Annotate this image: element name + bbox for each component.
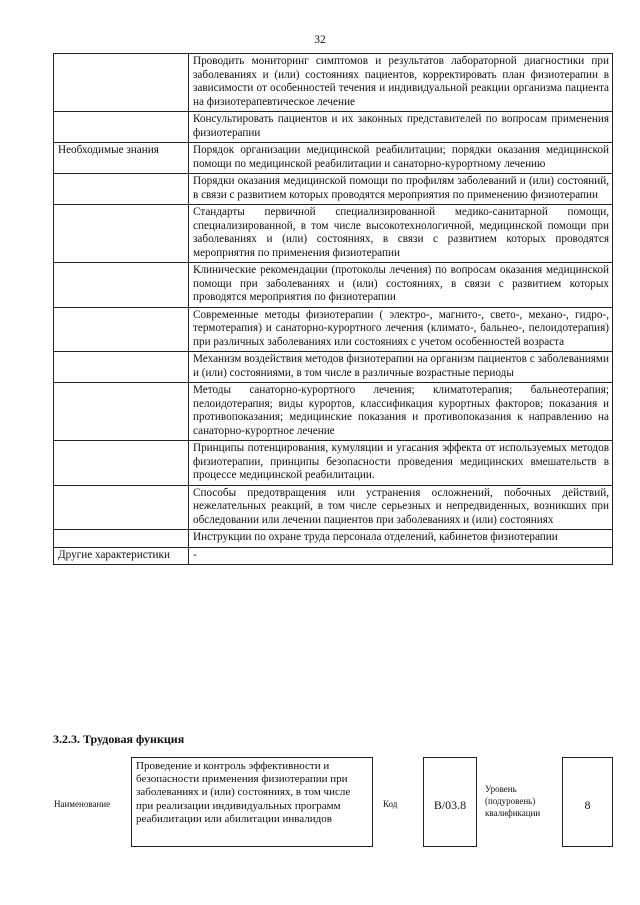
row-label bbox=[54, 441, 189, 486]
page-number: 32 bbox=[314, 34, 326, 46]
table-row bbox=[54, 441, 613, 486]
row-text: Современные методы физиотерапии ( электро-, магнито-, свето-, механо-, гидро-, термотерапия) и санаторно-курортного лечения (климато-, бальнео-, пелоидотерапия) при различных заболеваниях или состояниях с учетом особенностей возраста bbox=[189, 307, 613, 352]
code-label: Код bbox=[383, 799, 398, 809]
row-text: Стандарты первичной специализированной медико-санитарной помощи, специализированной, в том числе высокотехнологичной, медицинской помощи при заболеваниях и (или) состояниях, в связи с развитием которых проводятся мероприятия по применения физиотерапии bbox=[189, 205, 613, 263]
table-row bbox=[54, 143, 613, 174]
row-label bbox=[54, 530, 189, 548]
level-value-box: 8 bbox=[562, 757, 613, 847]
row-label bbox=[54, 352, 189, 383]
table-row bbox=[54, 112, 613, 143]
row-label bbox=[54, 263, 189, 308]
row-label: Другие характеристики bbox=[54, 547, 189, 565]
row-label bbox=[54, 307, 189, 352]
table-row bbox=[54, 530, 613, 548]
row-text: Способы предотвращения или устранения осложнений, побочных действий, нежелательных реакций, в том числе серьезных и непредвиденных, возникших при обследовании или лечении пациентов при заболеваниях и (или) состояниях bbox=[189, 485, 613, 530]
row-label: Необходимые знания bbox=[54, 143, 189, 174]
row-text: Клинические рекомендации (протоколы лечения) по вопросам оказания медицинской помощи при заболеваниях и (или) состояниях, в связи с развитием которых проводятся мероприятия по физиотерапии bbox=[189, 263, 613, 308]
requirements-table bbox=[53, 53, 613, 565]
row-text: Порядок организации медицинской реабилитации; порядки оказания медицинской помощи по медицинской реабилитации и санаторно-курортному лечению bbox=[189, 143, 613, 174]
row-text: Механизм воздействия методов физиотерапии на организм пациентов с заболеваниями и (или) состояниями, в том числе в различные возрастные периоды bbox=[189, 352, 613, 383]
name-value-box: Проведение и контроль эффективности и безопасности применения физиотерапии при заболеваниях и (или) состояниях, в том числе при реализации индивидуальных программ реабилитации или абилитации инвалидов bbox=[131, 757, 373, 847]
table-row bbox=[54, 263, 613, 308]
table-row bbox=[54, 383, 613, 441]
table-row bbox=[54, 485, 613, 530]
row-label bbox=[54, 383, 189, 441]
code-value-box: B/03.8 bbox=[423, 757, 477, 847]
row-text: Консультировать пациентов и их законных представителей по вопросам применения физиотерапии bbox=[189, 112, 613, 143]
table-row bbox=[54, 54, 613, 112]
row-text: Инструкции по охране труда персонала отделений, кабинетов физиотерапии bbox=[189, 530, 613, 548]
row-label bbox=[54, 205, 189, 263]
table-row bbox=[54, 307, 613, 352]
table-row bbox=[54, 174, 613, 205]
level-label: Уровень (подуровень) квалификации bbox=[485, 784, 541, 818]
name-label: Наименование bbox=[54, 799, 111, 809]
row-text: Методы санаторно-курортного лечения; климатотерапия; бальнеотерапия; пелоидотерапия; виды курортов, классификация курортных факторов; показания и противопоказания; медицинские показания и противопоказания к направлению на санаторно-курортное лечение bbox=[189, 383, 613, 441]
row-text: Проводить мониторинг симптомов и результатов лабораторной диагностики при заболеваниях и (или) состояниях пациентов, корректировать план физиотерапии в зависимости от особенностей течения и индивидуальной реакции организма пациента на физиотерапевтическое лечение bbox=[189, 54, 613, 112]
section-heading: 3.2.3. Трудовая функция bbox=[53, 732, 185, 746]
table-row bbox=[54, 547, 613, 565]
table-row bbox=[54, 352, 613, 383]
row-label bbox=[54, 112, 189, 143]
row-text: Принципы потенцирования, кумуляции и угасания эффекта от используемых методов физиотерапии, принципы безопасности проведения медицинских вмешательств в процессе медицинской реабилитации. bbox=[189, 441, 613, 486]
row-text: Порядки оказания медицинской помощи по профилям заболеваний и (или) состояний, в связи с развитием которых проводятся мероприятия по применению физиотерапии bbox=[189, 174, 613, 205]
row-label bbox=[54, 174, 189, 205]
row-label bbox=[54, 485, 189, 530]
row-text: - bbox=[189, 547, 613, 565]
row-label bbox=[54, 54, 189, 112]
table-row bbox=[54, 205, 613, 263]
